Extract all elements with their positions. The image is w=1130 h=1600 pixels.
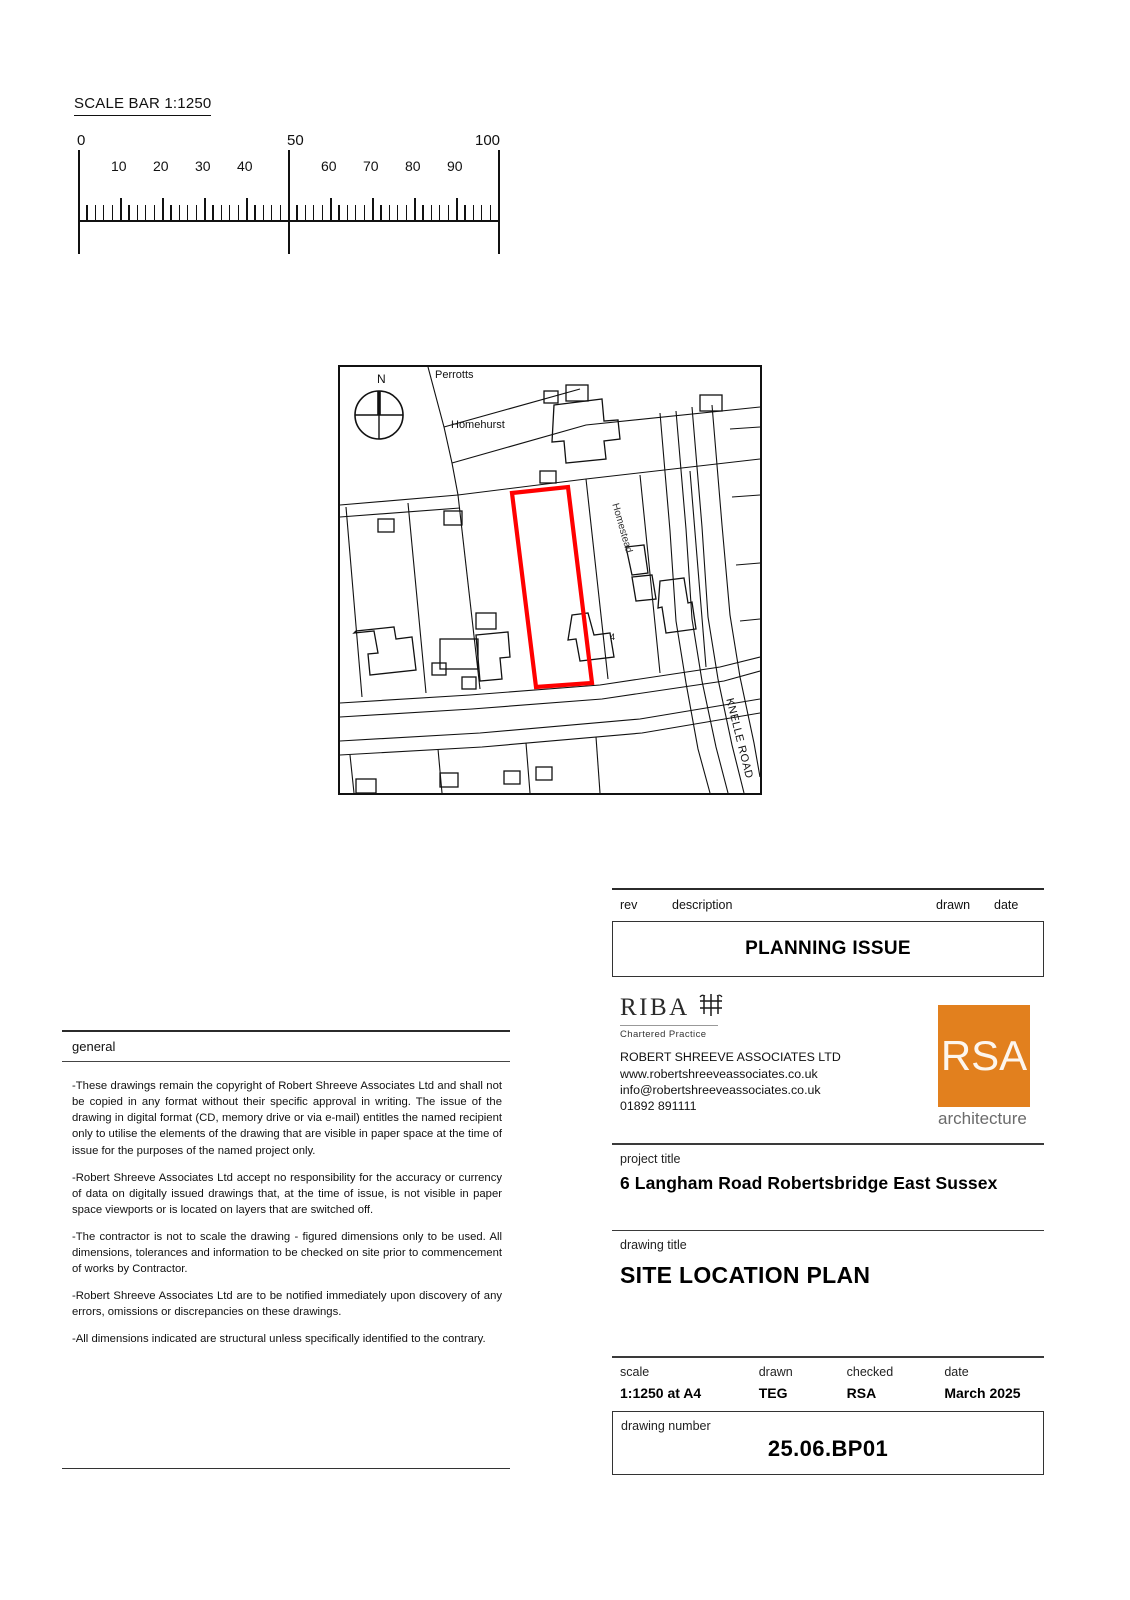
north-label: N [377, 372, 386, 386]
riba-divider [620, 1025, 718, 1026]
scale-bar-division [498, 150, 500, 254]
drawing-number-caption: drawing number [621, 1418, 711, 1433]
scale-bar-tick [204, 198, 206, 220]
riba-wordmark: RIBA [620, 993, 690, 1021]
map-label-plot-number: 4 [610, 632, 616, 642]
drawn-caption: drawn [758, 1364, 793, 1379]
scale-bar-tick [162, 198, 164, 220]
scale-bar-tick [196, 205, 197, 220]
map-label-knelle-road: KNELLE ROAD [723, 697, 755, 780]
drawing-title-value: SITE LOCATION PLAN [620, 1262, 871, 1289]
scale-bar-tick [170, 205, 171, 220]
scale-bar-mid-label: 40 [237, 158, 253, 174]
scale-bar-tick [137, 205, 138, 220]
scale-bar-tick [154, 205, 155, 220]
map-label-homestead: Homestead [609, 502, 635, 555]
general-notes-text [62, 1062, 510, 1346]
scale-bar-tick [389, 205, 390, 220]
scale-caption: scale [620, 1364, 650, 1379]
scale-bar-mid-label: 60 [321, 158, 337, 174]
scale-bar-tick [490, 205, 491, 220]
scale-bar-end-label: 0 [77, 132, 86, 149]
meta-drawn-cell [759, 1365, 847, 1401]
checked-caption: checked [846, 1364, 894, 1379]
scale-bar-tick [221, 205, 222, 220]
scale-bar-mid-label: 70 [363, 158, 379, 174]
scale-bar-mid-label: 20 [153, 158, 169, 174]
scale-bar-tick [246, 198, 248, 220]
scale-bar-tick [112, 205, 113, 220]
drawing-title-section [612, 1231, 1044, 1356]
drawing-number-box [612, 1411, 1044, 1475]
scale-bar-tick [187, 205, 188, 220]
scale-bar-tick [322, 205, 323, 220]
project-title-section [612, 1145, 1044, 1230]
scale-bar-mid-label: 10 [111, 158, 127, 174]
scale-bar-tick [431, 205, 432, 220]
scale-bar-block [74, 95, 524, 232]
site-boundary-outline [512, 487, 592, 687]
project-title-caption: project title [620, 1151, 681, 1166]
drawing-number-value: 25.06.BP01 [767, 1435, 889, 1461]
scale-bar-end-label: 50 [287, 132, 304, 149]
drawn-value: TEG [758, 1384, 788, 1401]
rsa-logo-subtitle: architecture [938, 1109, 1027, 1129]
revision-col-header: rev [620, 898, 638, 913]
scale-bar-tick [330, 198, 332, 220]
scale-bar-tick [380, 205, 381, 220]
practice-telephone[interactable]: 01892 891111 [620, 1099, 697, 1114]
scale-bar-tick [372, 198, 374, 220]
scale-bar-end-label: 100 [475, 132, 501, 149]
scale-bar-tick [212, 205, 213, 220]
scale-bar-mid-label: 90 [447, 158, 463, 174]
scale-bar-mid-label: 80 [405, 158, 421, 174]
site-location-map [338, 365, 762, 795]
scale-bar-division [288, 150, 290, 254]
scale-bar-tick [338, 205, 339, 220]
scale-bar-title: SCALE BAR 1:1250 [74, 95, 211, 116]
practice-contact-details [620, 1049, 841, 1115]
drawn-col-header: drawn [936, 898, 971, 913]
scale-bar-mid-label: 30 [195, 158, 211, 174]
scale-bar-division [78, 150, 80, 254]
riba-chartered-label: Chartered Practice [620, 1029, 707, 1041]
general-heading: general [72, 1039, 116, 1055]
map-label-perrotts: Perrotts [435, 369, 474, 381]
general-bottom-rule [62, 1468, 510, 1469]
scale-bar-tick [439, 205, 440, 220]
scale-bar-tick [280, 205, 281, 220]
scale-bar-tick [481, 205, 482, 220]
scale-bar-tick [456, 198, 458, 220]
scale-bar-tick [305, 205, 306, 220]
general-note-paragraph: -Robert Shreeve Associates Ltd accept no responsibility for the accuracy or currency of data on digitally issued drawings that, at the time of issue, is not visible in paper space viewports or is located on layers that are switched off. [72, 1171, 502, 1216]
scale-bar-tick [254, 205, 255, 220]
scale-bar-tick [448, 205, 449, 220]
scale-bar-tick [229, 205, 230, 220]
north-arrow-icon [353, 389, 405, 441]
checked-value: RSA [846, 1384, 877, 1401]
scale-value: 1:1250 at A4 [620, 1384, 702, 1401]
scale-bar-tick [313, 205, 314, 220]
scale-bar-graphic [74, 132, 502, 232]
riba-chartered-practice-logo [620, 993, 770, 1040]
date-value: March 2025 [944, 1384, 1021, 1401]
scale-bar-tick [95, 205, 96, 220]
scale-bar-tick [364, 205, 365, 220]
rsa-logo-letters: RSA [940, 1032, 1028, 1080]
scale-bar-tick [296, 205, 297, 220]
title-block [612, 888, 1044, 1475]
practice-identity-row [612, 977, 1044, 1143]
issue-status-text: PLANNING ISSUE [745, 938, 911, 960]
general-note-paragraph: -All dimensions indicated are structural unless specifically identified to the contrary. [72, 1332, 486, 1345]
issue-status-box [612, 921, 1044, 977]
scale-bar-tick [145, 205, 146, 220]
scale-bar-tick [271, 205, 272, 220]
scale-bar-tick [263, 205, 264, 220]
scale-bar-tick [414, 198, 416, 220]
drawing-title-caption: drawing title [620, 1238, 687, 1253]
general-note-paragraph: -The contractor is not to scale the drawing - figured dimensions only to be used. All dimensions, tolerances and information to be checked on site prior to commencement of works by Contractor. [72, 1230, 502, 1275]
scale-bar-tick [464, 205, 465, 220]
scale-bar-tick [86, 205, 87, 220]
rsa-logo [938, 1005, 1030, 1129]
practice-website[interactable]: www.robertshreeveassociates.co.uk [620, 1066, 818, 1081]
revision-header-row [612, 890, 1044, 920]
general-note-paragraph: -Robert Shreeve Associates Ltd are to be notified immediately upon discovery of any errors, omissions or discrepancies on these drawings. [72, 1289, 502, 1318]
practice-name: ROBERT SHREEVE ASSOCIATES LTD [620, 1050, 841, 1065]
scale-bar-tick [120, 198, 122, 220]
scale-bar-tick [128, 205, 129, 220]
drawing-meta-row [612, 1358, 1044, 1410]
scale-bar-tick [347, 205, 348, 220]
date-caption: date [944, 1364, 969, 1379]
scale-bar-tick [422, 205, 423, 220]
map-label-homehurst: Homehurst [451, 419, 505, 431]
description-col-header: description [672, 898, 733, 913]
scale-bar-tick [103, 205, 104, 220]
project-title-value: 6 Langham Road Robertsbridge East Sussex [620, 1172, 998, 1193]
meta-checked-cell [847, 1365, 945, 1401]
scale-bar-tick [406, 205, 407, 220]
meta-date-cell [944, 1365, 1042, 1401]
riba-crest-icon [698, 993, 724, 1022]
general-note-paragraph: -These drawings remain the copyright of Robert Shreeve Associates Ltd and shall not be copied in any format without their specific approval in writing. The issue of the drawing in digital format (CD, memory drive or via e-mail) entitles the named recipient only to utilise the elements of the drawing that are visible in paper space at the time of issue for the purposes of the named project only. [72, 1080, 502, 1157]
scale-bar-tick [355, 205, 356, 220]
scale-bar-tick [179, 205, 180, 220]
general-notes-block [62, 1030, 510, 1358]
practice-email[interactable]: info@robertshreeveassociates.co.uk [620, 1082, 821, 1097]
date-col-header: date [994, 898, 1019, 913]
meta-scale-cell [620, 1365, 759, 1401]
scale-bar-tick [238, 205, 239, 220]
scale-bar-tick [473, 205, 474, 220]
rsa-logo-square [938, 1005, 1030, 1107]
scale-bar-tick [397, 205, 398, 220]
